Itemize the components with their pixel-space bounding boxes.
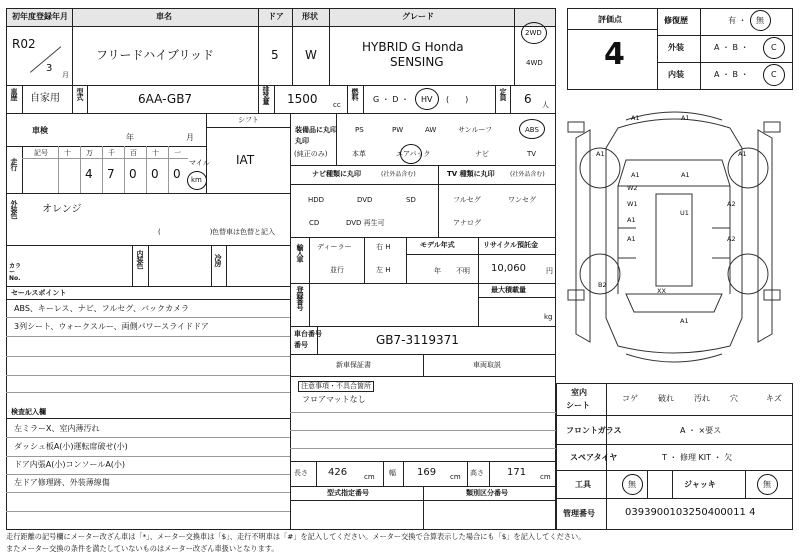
check-line-4: 左ドア修理跡、外装薄線傷 (14, 478, 110, 487)
seat-item-2: 汚れ (694, 394, 710, 403)
equipment-item-3: サンルーフ (458, 126, 493, 134)
month-unit: 月 (62, 71, 69, 79)
repair-options: 有 ・ (728, 16, 747, 25)
equipment-item-0: PS (355, 126, 364, 134)
diagram-label-7: W1 (627, 200, 638, 208)
digit-value-5: 0 (173, 167, 181, 181)
displacement-label: 排気量 (262, 86, 270, 104)
height-label: 高さ (470, 469, 484, 477)
abs-circle (519, 119, 545, 139)
car-name-label: 車名 (156, 12, 172, 21)
windshield-label: フロントガラス (566, 426, 622, 435)
navi-sd: SD (406, 196, 416, 204)
model-year-year: 年 (434, 267, 441, 275)
fuel-hv: HV (421, 95, 433, 104)
equipment-label: 装備品に丸印 (295, 126, 337, 134)
exterior-color-label: 外装色 (10, 200, 18, 218)
door-label: ドア (268, 12, 284, 21)
spare-tire-label: スペアタイヤ (570, 453, 618, 462)
seat-item-1: 破れ (658, 394, 674, 403)
recycle-value: 10,060 (491, 263, 526, 274)
interior-options: A ・ B ・ (714, 70, 749, 79)
import-right-h: 右 H (376, 243, 391, 251)
equipment-item-4: ABS (525, 126, 539, 134)
equipment-row2-item-3: TV (527, 150, 537, 158)
cooler-label: 冷房 (214, 254, 222, 266)
registration-label: 登録番号 (296, 286, 304, 310)
check-line-3: ドア内張A(小)コンソールA(小) (14, 460, 126, 469)
manual-label: 車両取説 (473, 361, 501, 369)
diagram-label-12: U1 (680, 209, 689, 217)
4wd-label: 4WD (526, 59, 543, 67)
exterior-c: C (771, 43, 777, 52)
chassis-label-2: 番号 (294, 341, 308, 349)
type-number-label: 型式指定番号 (327, 489, 369, 497)
sales-point-label: セールスポイント (11, 289, 67, 297)
capacity-unit: 人 (542, 101, 549, 109)
mgmt-label: 管理番号 (563, 509, 595, 518)
main-form-frame (6, 8, 556, 530)
width-label: 幅 (389, 469, 396, 477)
length-unit: cm (364, 473, 375, 481)
color-note: 色替車は色替と記入 (212, 228, 275, 236)
displacement-value: 1500 (287, 92, 318, 106)
cc-unit: cc (333, 101, 341, 109)
import-label: 輸入車 (296, 244, 304, 262)
width-value: 169 (417, 467, 437, 478)
mgmt-value: 0393900103250400011 4 (625, 507, 756, 518)
model-value: 6AA-GB7 (138, 92, 193, 106)
tv-fullseg: フルセグ (453, 196, 481, 204)
diagram-label-6: W2 (627, 184, 638, 192)
shaken-label: 車検 (32, 126, 48, 135)
import-left-h: 左 H (376, 266, 391, 274)
diagram-label-11: A2 (727, 235, 736, 243)
digit-header-1: 万 (86, 149, 93, 157)
chassis-value: GB7-3119371 (376, 333, 459, 347)
chassis-label: 車台番号 (294, 330, 322, 338)
score-label: 評価点 (598, 15, 622, 24)
mile-label: マイル (189, 159, 210, 167)
max-load-label: 最大積載量 (491, 286, 526, 294)
exterior-color-value: オレンジ (42, 204, 82, 215)
grade-line2: SENSING (390, 55, 444, 69)
interior-label: 内装 (668, 70, 684, 79)
repair-label: 修復歴 (664, 16, 688, 25)
digit-header-4: 十 (152, 149, 159, 157)
shaken-year: 年 (126, 133, 134, 142)
recycle-label: リサイクル預託金 (483, 241, 539, 249)
digit-value-3: 0 (129, 167, 137, 181)
fuel-paren: ( ) (446, 95, 469, 104)
shape-label: 形状 (302, 12, 318, 21)
notes-label: 注意事項・不具合箇所 (298, 381, 374, 392)
recycle-unit: 円 (546, 267, 553, 275)
tv-title: TV 種類に丸印 (447, 170, 495, 178)
grade-label: グレード (402, 12, 434, 21)
digit-header-2: 千 (108, 149, 115, 157)
airbag-circle (400, 144, 422, 164)
seat-item-4: キズ (766, 394, 782, 403)
first-reg-month: 3 (46, 63, 53, 74)
equipment-sub: (純正のみ) (294, 150, 328, 158)
navi-dvd-play: DVD 再生可 (346, 219, 385, 227)
digit-value-1: 4 (85, 167, 93, 181)
model-label: 型式 (76, 88, 84, 100)
tools-value: 無 (628, 480, 636, 489)
length-label: 長さ (294, 469, 308, 477)
shift-value: IAT (236, 153, 255, 167)
score-value: 4 (604, 37, 625, 72)
shaken-month: 月 (186, 133, 194, 142)
interior-color-label: 内装色 (136, 250, 144, 268)
footer-note-1: 走行距離の記号欄にメーター改ざん車は「*」、メーター交換車は「$」、走行不明車は「#」を記入してください。メーター交換で合算表示した場合にも「$」を記入してください。 (6, 532, 586, 541)
width-unit: cm (450, 473, 461, 481)
digit-header-5: 一 (174, 149, 181, 157)
tv-analog: アナログ (453, 219, 481, 227)
capacity-label: 定員 (499, 88, 507, 100)
tools-label: 工具 (575, 480, 591, 489)
navi-title-sub: (社外品含む) (381, 171, 416, 178)
import-parallel: 並行 (330, 266, 344, 274)
warranty-label: 新車保証書 (336, 361, 371, 369)
shift-label: シフト (238, 116, 259, 124)
usage-label: 車歴 (10, 88, 18, 100)
equipment-row2-item-0: 本革 (352, 150, 366, 158)
diagram-label-0: A1 (631, 114, 640, 122)
digit-header-3: 百 (130, 149, 137, 157)
diagram-label-8: A1 (627, 216, 636, 224)
interior-c: C (771, 70, 777, 79)
diagram-label-9: A2 (727, 200, 736, 208)
jack-value: 無 (763, 480, 771, 489)
sales-line1: ABS、キーレス、ナビ、フルセグ、バックカメラ (14, 304, 190, 313)
digit-value-4: 0 (151, 167, 159, 181)
equipment-item-1: PW (392, 126, 404, 134)
color-no-label: カラーNo. (9, 263, 22, 282)
repair-none: 無 (756, 16, 764, 25)
equipment-row2-item-2: ナビ (475, 150, 489, 158)
diagram-label-4: A1 (631, 171, 640, 179)
diagram-label-1: A1 (681, 114, 690, 122)
model-year-label: モデル年式 (420, 241, 455, 249)
digit-value-2: 7 (107, 167, 115, 181)
navi-dvd: DVD (357, 196, 373, 204)
diagram-label-3: A1 (738, 150, 747, 158)
first-reg-label: 初年度登録年月 (12, 12, 68, 21)
sales-line2: 3列シート、ウォークスルー、両側パワースライドドア (14, 322, 209, 331)
tv-oneseg: ワンセグ (508, 196, 536, 204)
tv-title-sub: (社外品含む) (510, 171, 545, 178)
exterior-label: 外装 (668, 43, 684, 52)
grade-line1: HYBRID G Honda (362, 40, 464, 54)
footer-note-2: またメーター交換の条件を満たしていないものはメーター改ざん車扱いとなります。 (6, 544, 279, 553)
fuel-label: 燃料 (351, 88, 359, 100)
spare-tire-options: T ・ 修理 KIT ・ 欠 (662, 453, 733, 462)
exterior-options: A ・ B ・ (714, 43, 749, 52)
digit-header-0: 十 (64, 149, 71, 157)
height-unit: cm (540, 473, 551, 481)
diagram-label-15: A1 (680, 317, 689, 325)
diagram-label-13: B2 (598, 281, 607, 289)
fuel-options: G ・ D ・ (373, 95, 409, 104)
navi-cd: CD (309, 219, 320, 227)
car-name: フリードハイブリッド (96, 48, 214, 62)
jack-label: ジャッキ (684, 480, 716, 489)
class-number-label: 類別区分番号 (466, 489, 508, 497)
equipment-row2-item-1: エアバック (396, 150, 431, 158)
checklist-label: 検査記入欄 (11, 408, 46, 416)
notes-value: フロアマットなし (302, 395, 366, 404)
color-paren: ( ) (158, 228, 213, 236)
usage-value: 自家用 (30, 93, 60, 104)
check-line-2: ダッシュ板A(小)運転席破せ(小) (14, 442, 128, 451)
navi-title: ナビ種類に丸印 (312, 170, 361, 178)
max-load-unit: kg (544, 313, 553, 321)
seat-label-2: シート (566, 401, 590, 410)
door-count: 5 (271, 48, 279, 62)
seat-item-0: コゲ (622, 394, 638, 403)
first-reg-era: R02 (12, 37, 36, 51)
length-value: 426 (328, 467, 348, 478)
equipment-label-2: 丸印 (295, 137, 309, 145)
km-label: km (191, 176, 202, 184)
import-dealer: ディーラー (317, 243, 352, 251)
body-shape: W (305, 48, 317, 62)
windshield-options: A ・ ×要ス (680, 426, 722, 435)
mileage-label: 走行 (10, 158, 18, 170)
seat-item-3: 穴 (730, 394, 738, 403)
diagram-label-2: A1 (596, 150, 605, 158)
model-year-unknown: 不明 (456, 267, 470, 275)
digit-code-label: 記号 (34, 149, 48, 157)
diagram-label-14: XX (657, 287, 666, 295)
seat-label: 室内 (571, 388, 587, 397)
diagram-label-5: A1 (681, 171, 690, 179)
check-line-1: 左ミラーX、室内薄汚れ (14, 424, 100, 433)
height-value: 171 (507, 467, 527, 478)
capacity-value: 6 (524, 92, 532, 106)
2wd-label: 2WD (525, 29, 542, 37)
diagram-label-10: A1 (627, 235, 636, 243)
equipment-item-2: AW (425, 126, 437, 134)
navi-hdd: HDD (308, 196, 325, 204)
car-damage-diagram (556, 98, 793, 376)
